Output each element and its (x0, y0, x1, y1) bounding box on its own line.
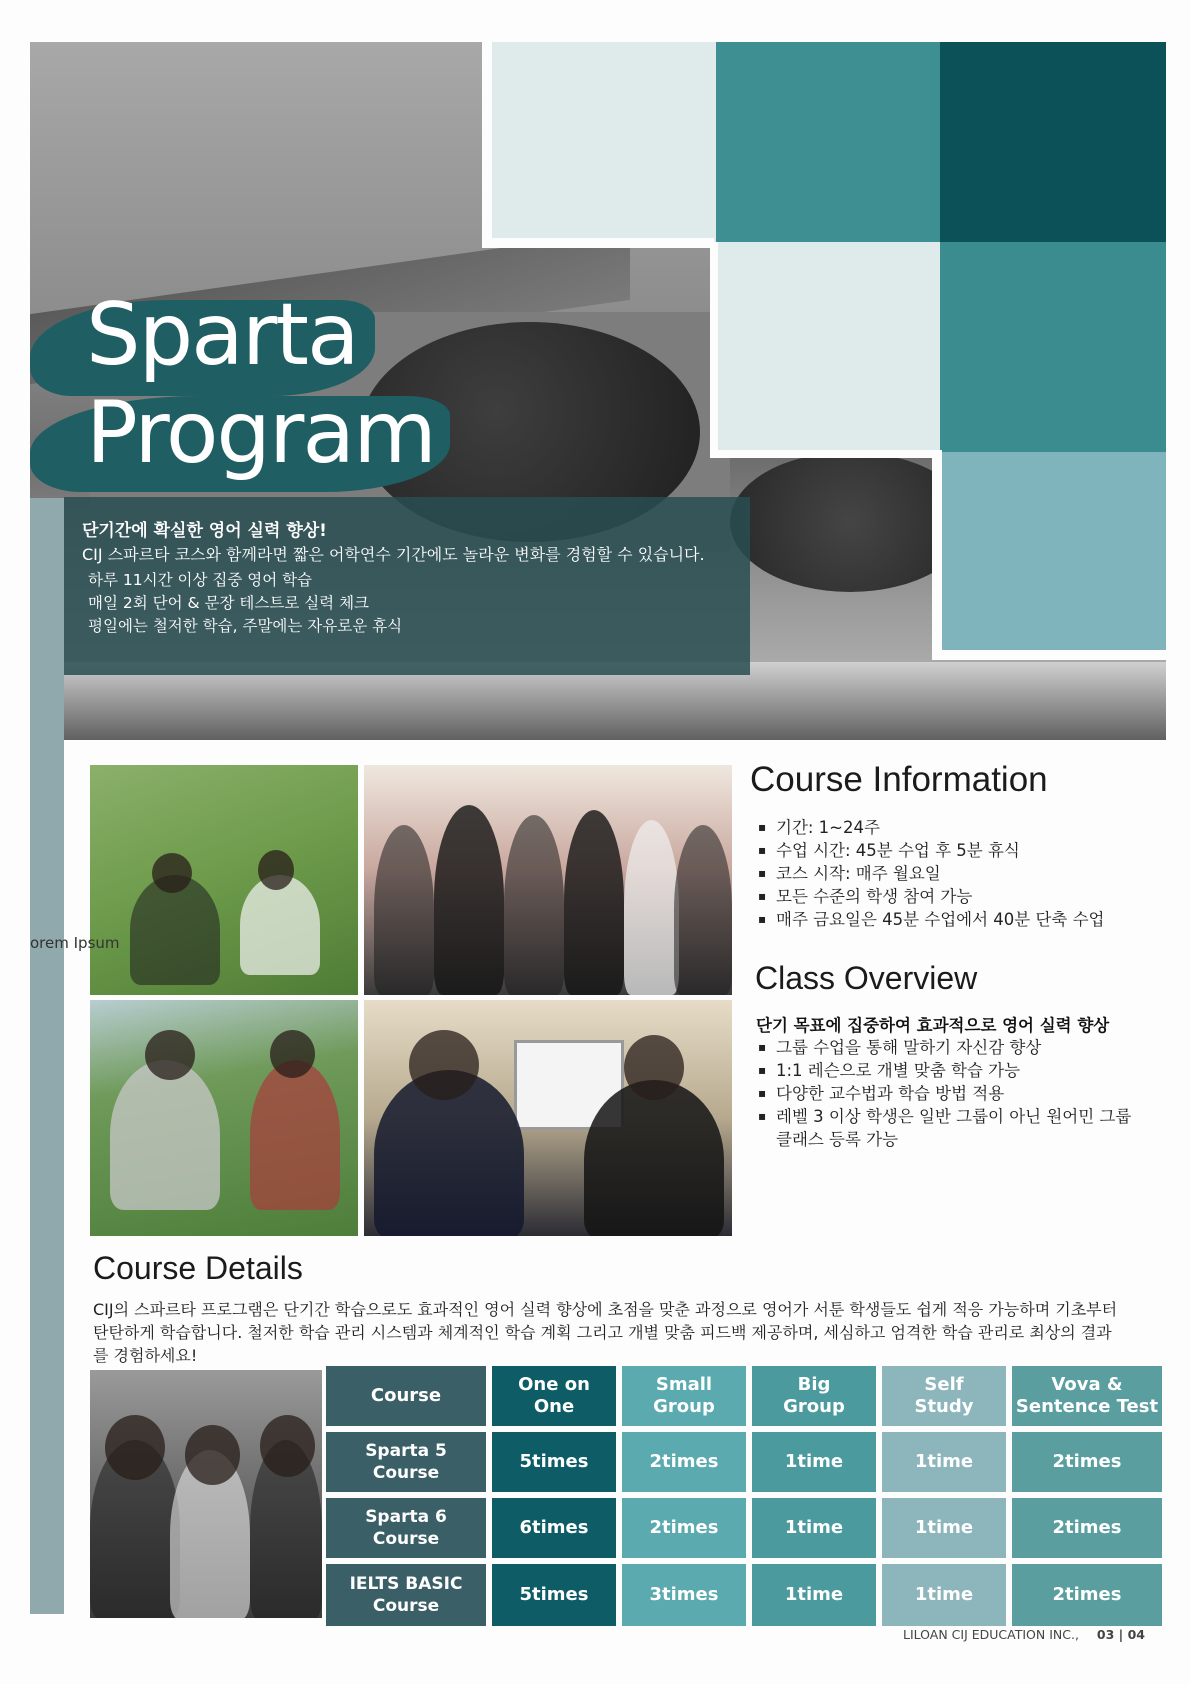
footer-page-numbers: 03 | 04 (1096, 1627, 1145, 1642)
table-cell: 2times (1012, 1564, 1162, 1626)
decor-square (490, 42, 716, 242)
course-details-text: CIJ의 스파르타 프로그램은 단기간 학습으로도 효과적인 영어 실력 향상에 초점을 맞춘 과정으로 영어가 서툰 학생들도 쉽게 적응 가능하며 기초부터 탄탄하게 학습합니다. 철저한 학습 관리 시스템과 체계적인 학습 계획 그리고 개별 맞춤 피드백 제공하며, 세심하고 엄격한 학습 관리로 최상의 결과를 경험하세요! (93, 1300, 1118, 1365)
table-row-label: Sparta 5 Course (326, 1432, 486, 1492)
decor-square (716, 242, 940, 452)
list-item: ▪ 1:1 레슨으로 개별 맞춤 학습 가능 (758, 1059, 1158, 1082)
list-item: ▪ 다양한 교수법과 학습 방법 적용 (758, 1082, 1158, 1105)
table-cell: 1time (882, 1564, 1006, 1626)
list-item: ▪ 모든 수준의 학생 참여 가능 (758, 885, 1158, 908)
hero-point: 하루 11시간 이상 집중 영어 학습 (88, 571, 313, 589)
list-item: ▪ 매주 금요일은 45분 수업에서 40분 단축 수업 (758, 908, 1158, 931)
table-cell: 2times (1012, 1498, 1162, 1558)
table-cell: 1time (752, 1498, 876, 1558)
table-cell: 6times (492, 1498, 616, 1558)
class-overview-headline: 단기 목표에 집중하여 효과적으로 영어 실력 향상 (756, 1016, 1110, 1035)
table-cell: 2times (1012, 1432, 1162, 1492)
photo-group-students (364, 765, 732, 995)
photo-teacher-student (364, 1000, 732, 1236)
photo-students-outdoor (90, 765, 358, 995)
decor-square (940, 452, 1166, 652)
footer-company: LILOAN CIJ EDUCATION INC., (903, 1627, 1079, 1642)
table-cell: 5times (492, 1432, 616, 1492)
hero-subline: CIJ 스파르타 코스와 함께라면 짧은 어학연수 기간에도 놀라운 변화를 경험할 수 있습니다. (82, 545, 705, 564)
hero-title: Sparta Program (86, 285, 435, 483)
photo-students-studying (90, 1000, 358, 1236)
table-header-cell: One on One (492, 1366, 616, 1426)
class-overview-title: Class Overview (755, 960, 978, 996)
list-item: ▪ 레벨 3 이상 학생은 일반 그룹이 아닌 원어민 그룹 클래스 등록 가능 (758, 1105, 1138, 1151)
course-details-title: Course Details (93, 1250, 303, 1286)
decor-square (940, 242, 1166, 452)
list-item: ▪ 코스 시작: 매주 월요일 (758, 862, 1158, 885)
photo-students-clapping (90, 1370, 322, 1618)
course-information-title: Course Information (750, 760, 1048, 799)
class-overview-list (758, 1036, 1158, 1151)
table-header-cell: Small Group (622, 1366, 746, 1426)
table-header-cell: Course (326, 1366, 486, 1426)
table-cell: 1time (882, 1498, 1006, 1558)
table-cell: 1time (752, 1432, 876, 1492)
table-header-cell: Vova & Sentence Test (1012, 1366, 1162, 1426)
table-header-cell: Big Group (752, 1366, 876, 1426)
hero-point: 평일에는 철저한 학습, 주말에는 자유로운 휴식 (88, 617, 403, 635)
list-item: ▪ 그룹 수업을 통해 말하기 자신감 향상 (758, 1036, 1158, 1059)
course-table (326, 1366, 1159, 1620)
table-cell: 5times (492, 1564, 616, 1626)
hero-info-box (64, 497, 750, 675)
left-accent-bar (30, 498, 64, 1614)
decor-square (940, 42, 1166, 242)
table-cell: 1time (752, 1564, 876, 1626)
table-row-label: Sparta 6 Course (326, 1498, 486, 1558)
table-cell: 1time (882, 1432, 1006, 1492)
course-information-list (758, 816, 1158, 931)
table-cell: 3times (622, 1564, 746, 1626)
hero-point: 매일 2회 단어 & 문장 테스트로 실력 체크 (88, 594, 370, 612)
hero-headline: 단기간에 확실한 영어 실력 향상! (82, 521, 327, 541)
side-placeholder-text: orem Ipsum (30, 934, 120, 952)
decor-square (716, 42, 940, 242)
table-row-label: IELTS BASIC Course (326, 1564, 486, 1626)
table-cell: 2times (622, 1498, 746, 1558)
table-header-cell: Self Study (882, 1366, 1006, 1426)
list-item: ▪ 기간: 1~24주 (758, 816, 1158, 839)
table-cell: 2times (622, 1432, 746, 1492)
footer (903, 1627, 1145, 1642)
list-item: ▪ 수업 시간: 45분 수업 후 5분 휴식 (758, 839, 1158, 862)
